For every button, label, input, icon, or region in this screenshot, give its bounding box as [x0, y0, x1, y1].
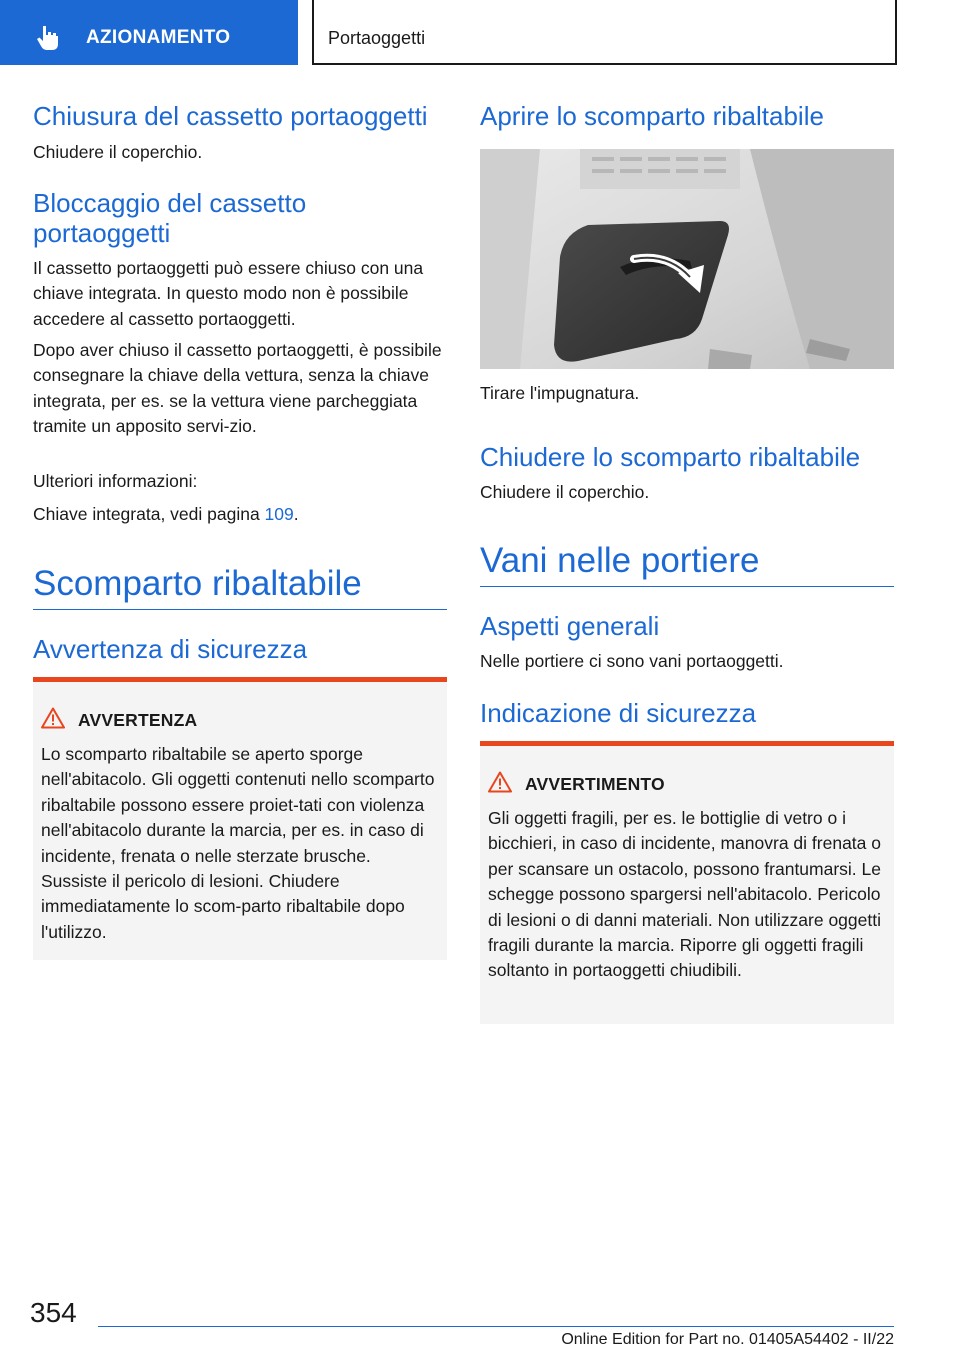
- divider: [480, 586, 894, 587]
- warning-box: [33, 677, 447, 960]
- subsection-tab[interactable]: [312, 0, 897, 65]
- section-tab[interactable]: [0, 0, 298, 65]
- subsection-tab-label: Portaoggetti: [328, 28, 426, 48]
- warning-body: Gli oggetti fragili, per es. le bottiglie di vetro o i bicchieri, in caso di incidente, manovra di frenata o per scansare un ostacolo, possono frantumarsi. Le schegge possono spargersi nell'abitacolo. Pericolo di lesioni o di danni materiali. Non utilizzare oggetti fragili durante la marcia. Riporre gli oggetti fragili soltanto in portaoggetti chiudibili.: [488, 808, 881, 981]
- warning-title: AVVERTENZA: [78, 710, 198, 730]
- warning-triangle-icon: [41, 707, 65, 729]
- warning-body: Lo scomparto ribaltabile se aperto sporge nell'abitacolo. Gli oggetti contenuti nello scomparto ribaltabile possono essere proiet‐tati con violenza nell'abitacolo durante la marcia, per es. in caso di incidente, frenata o nelle sterzate brusche. Sussiste il pericolo di lesioni. Chiudere immediatamente lo scom‐parto ribaltabile dopo l'utilizzo.: [41, 744, 435, 942]
- heading-chiusura: Chiusura del cassetto portaoggetti: [33, 101, 428, 131]
- chiave-text: Chiave integrata, vedi pagina: [33, 504, 265, 524]
- hand-pointer-icon: [34, 22, 64, 52]
- glovebox-illustration: [480, 149, 894, 369]
- heading-bloccaggio: Bloccaggio del cassetto portaoggetti: [33, 188, 307, 248]
- heading-chiudere: Chiudere lo scomparto ribaltabile: [480, 442, 861, 472]
- warning-title: AVVERTIMENTO: [525, 774, 665, 794]
- heading-vani: Vani nelle portiere: [480, 541, 760, 580]
- glovebox-photo: [480, 149, 894, 369]
- section-tab-label: AZIONAMENTO: [86, 27, 231, 48]
- chiave-suffix: .: [293, 504, 299, 524]
- warning-box: [480, 741, 894, 1024]
- paragraph-chiusura: Chiudere il coperchio.: [33, 142, 203, 162]
- heading-avvertenza: Avvertenza di sicurezza: [33, 634, 308, 664]
- heading-aspetti: Aspetti generali: [480, 611, 660, 641]
- paragraph-aspetti: Nelle portiere ci sono vani portaoggetti.: [480, 651, 784, 671]
- page-number: 354: [30, 1297, 77, 1328]
- divider: [33, 609, 447, 610]
- paragraph-bloccaggio-2: Dopo aver chiuso il cassetto portaoggetti, è possibile consegnare la chiave della vettura, senza la chiave integrata, per es. se la vettura viene parcheggiata tramite un apposito servi‐zio.: [33, 340, 442, 437]
- paragraph-ulteriori: Ulteriori informazioni:: [33, 471, 198, 491]
- heading-aprire: Aprire lo scomparto ribaltabile: [480, 101, 824, 131]
- paragraph-bloccaggio-1: Il cassetto portaoggetti può essere chiuso con una chiave integrata. In questo modo non è possibile accedere al cassetto portaoggetti.: [33, 258, 424, 329]
- paragraph-tirare: Tirare l'impugnatura.: [480, 383, 640, 403]
- footer-divider: [98, 1326, 894, 1327]
- footer-edition: Online Edition for Part no. 01405A54402 - II/22: [561, 1331, 894, 1348]
- warning-triangle-icon: [488, 771, 512, 793]
- heading-indicazione: Indicazione di sicurezza: [480, 698, 757, 728]
- page-link-109[interactable]: 109: [264, 504, 294, 524]
- paragraph-chiave: [33, 502, 447, 527]
- paragraph-chiudere: Chiudere il coperchio.: [480, 482, 650, 502]
- heading-scomparto: Scomparto ribaltabile: [33, 564, 362, 603]
